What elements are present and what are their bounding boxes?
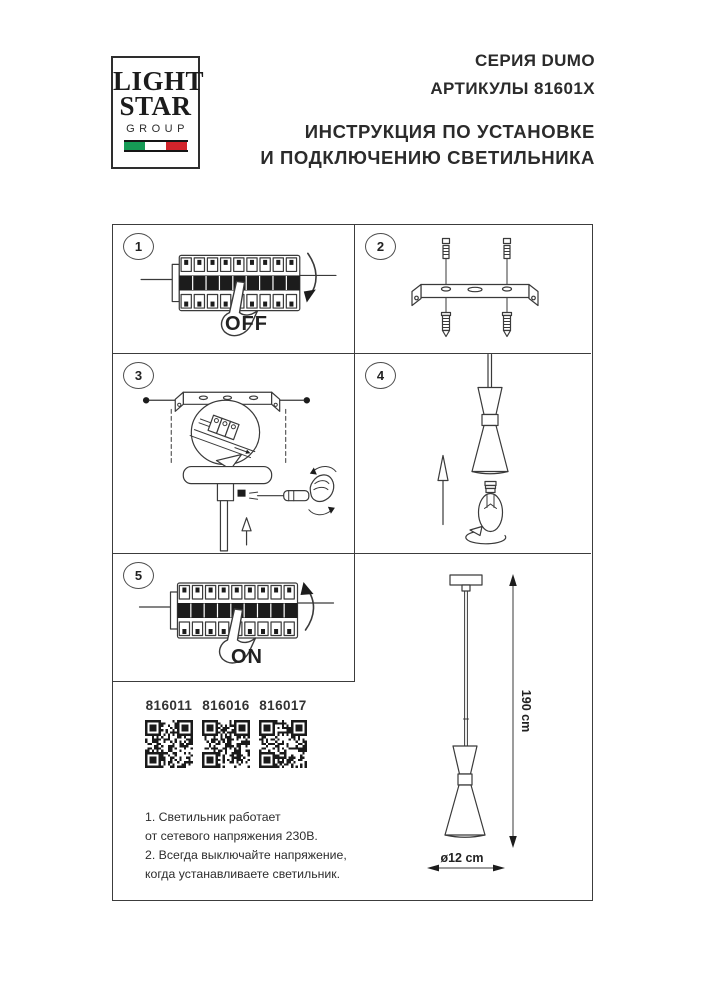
qr-notes-panel — [113, 682, 355, 899]
flag-green-segment — [124, 142, 145, 150]
on-label: ON — [231, 646, 263, 668]
step-1-number-badge: 1 — [123, 233, 154, 260]
note-line: от сетевого напряжения 230В. — [145, 829, 318, 843]
flag-red-segment — [166, 142, 187, 150]
set-screw-icon — [238, 490, 246, 497]
qr-codes-row — [145, 698, 307, 768]
light-bulb-icon — [479, 482, 503, 532]
logo-word-group: GROUP — [126, 123, 189, 135]
pendant-lamp-drawing — [445, 575, 485, 837]
terminal-block-detail — [190, 400, 262, 469]
mounting-bracket — [412, 285, 538, 306]
rod-coupler — [217, 484, 233, 501]
note-line: когда устанавливаете светильник. — [145, 867, 341, 881]
turning-hand-icon — [309, 467, 336, 515]
qr-item — [259, 698, 307, 768]
pendant-rod — [220, 501, 227, 551]
header-titles — [260, 47, 595, 171]
height-dimension-label: 190 cm — [519, 689, 533, 733]
step-2-number-badge: 2 — [365, 233, 396, 260]
qr-item — [202, 698, 250, 768]
step-2-panel — [355, 225, 591, 354]
document-title — [260, 119, 595, 171]
diameter-dimension — [427, 851, 505, 871]
arrow-down-icon — [308, 253, 316, 295]
lamp-shade — [472, 388, 508, 474]
ceiling-canopy — [183, 467, 271, 484]
arrow-up-icon — [242, 518, 251, 545]
instruction-grid — [112, 224, 593, 901]
safety-notes — [145, 808, 347, 884]
qr-code — [259, 720, 307, 768]
diameter-dimension-label: ø12 cm — [440, 851, 484, 865]
screwdriver-icon — [250, 491, 309, 501]
lightstar-logo — [111, 56, 205, 169]
logo-word-light: LIGHT — [113, 66, 205, 96]
step-4-panel — [355, 354, 591, 554]
pendant-dimensions-panel — [355, 554, 591, 899]
note-line: 2. Всегда выключайте напряжение, — [145, 848, 347, 862]
document-title-line1: ИНСТРУКЦИЯ ПО УСТАНОВКЕ — [304, 121, 595, 142]
step-5-number-badge: 5 — [123, 562, 154, 589]
step-3-panel — [113, 354, 355, 554]
qr-code-label: 816016 — [202, 698, 250, 713]
side-screw-right-icon — [304, 397, 310, 403]
step-1-panel — [113, 225, 355, 354]
height-dimension — [509, 574, 533, 848]
italian-flag-stripe — [124, 140, 188, 152]
step-3-number-badge: 3 — [123, 362, 154, 389]
off-label: OFF — [225, 313, 268, 335]
flag-white-segment — [145, 142, 166, 150]
pendant-dimensions-diagram — [355, 554, 591, 899]
note-line: 1. Светильник работает — [145, 810, 281, 824]
side-screw-left-icon — [143, 397, 149, 403]
step-5-panel — [113, 554, 355, 682]
step-4-number-badge: 4 — [365, 362, 396, 389]
logo-word-star: STAR — [119, 91, 192, 121]
series-title: СЕРИЯ DUMO — [474, 51, 595, 70]
qr-code — [202, 720, 250, 768]
arrow-up-icon — [438, 456, 448, 525]
qr-code-label: 816011 — [145, 698, 193, 713]
document-title-line2: И ПОДКЛЮЧЕНИЮ СВЕТИЛЬНИКА — [260, 147, 595, 168]
articles-title: АРТИКУЛЫ 81601X — [430, 79, 595, 98]
qr-item — [145, 698, 193, 768]
qr-code — [145, 720, 193, 768]
qr-code-label: 816017 — [259, 698, 307, 713]
